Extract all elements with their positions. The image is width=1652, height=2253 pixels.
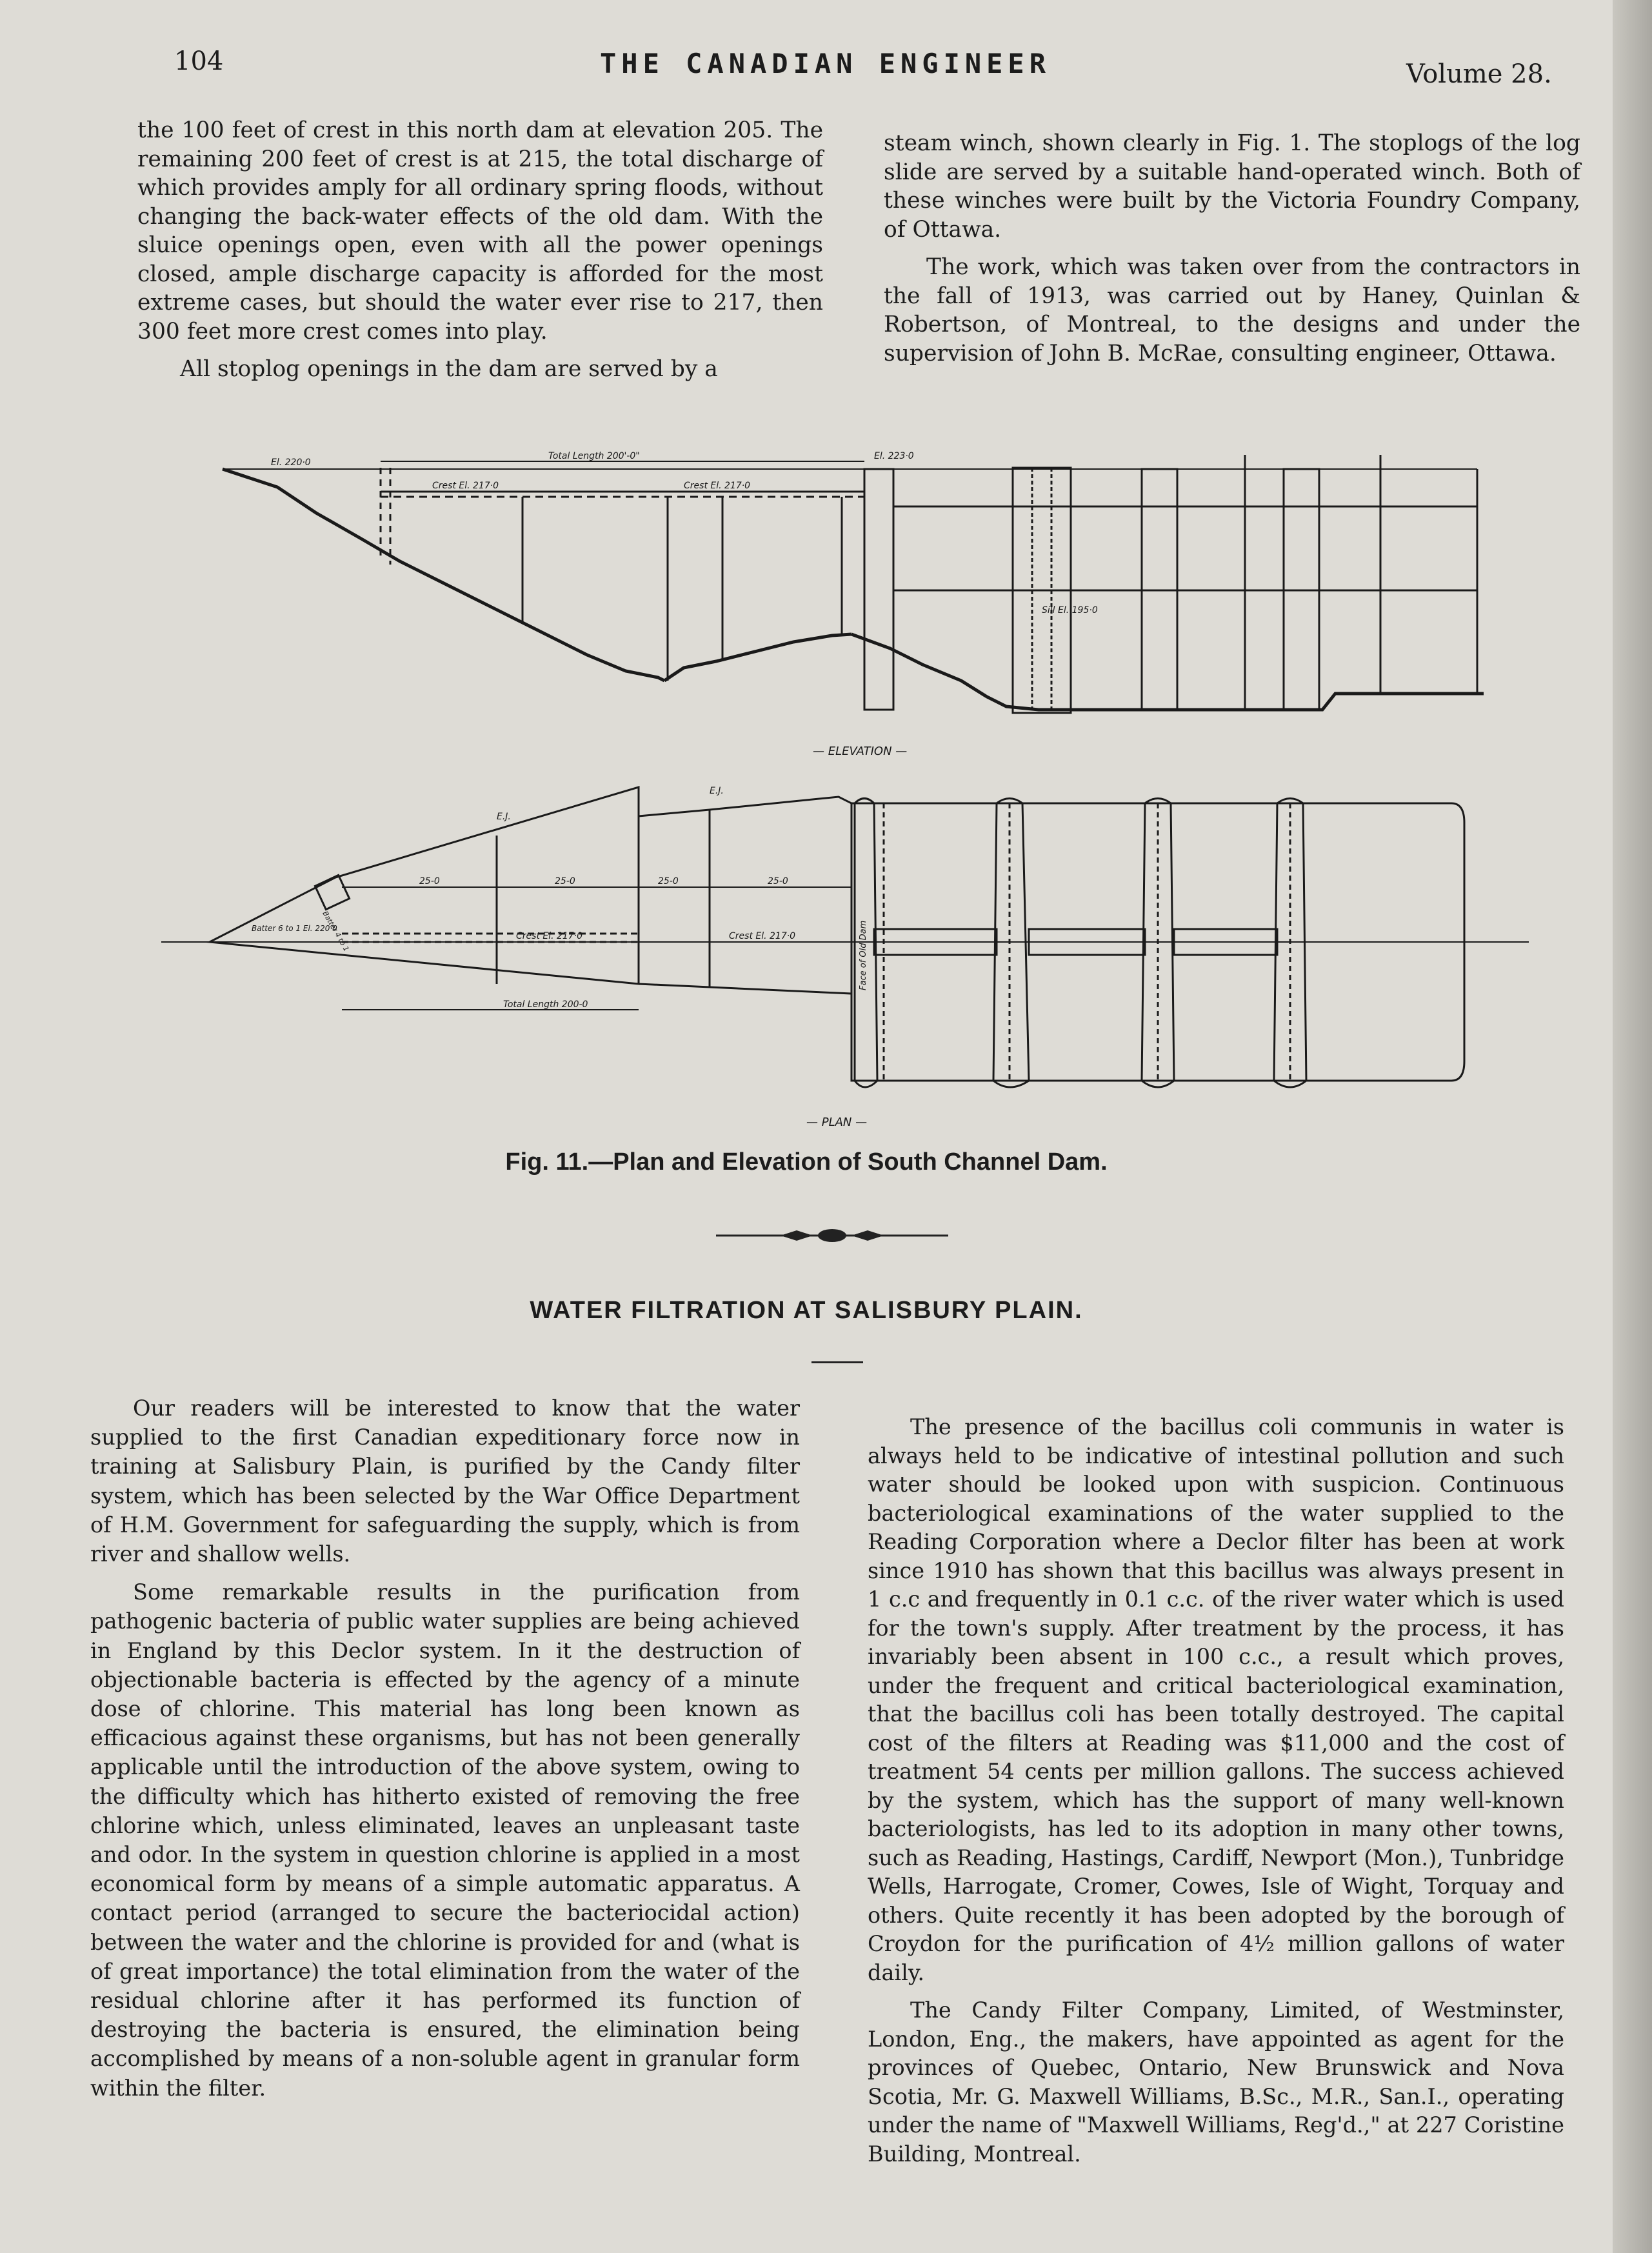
volume-label: Volume 28. <box>1406 59 1552 89</box>
page-gutter <box>1613 0 1652 2253</box>
page-number: 104 <box>174 46 224 76</box>
elevation-label-sill: Sill El. 195·0 <box>1042 605 1098 616</box>
plan-label-crest-1: Crest El. 217·0 <box>516 931 583 941</box>
dam-drawing-figure <box>148 442 1535 1132</box>
paragraph: the 100 feet of crest in this north dam at elevation 205. The remaining 200 feet of crest is at 215, the total discharge of which provides amply for all ordinary spring floods, without changing the back-water effects of the old dam. With the sluice openings open, even with all the power openings closed, ample discharge capacity is afforded for the most extreme cases, but should the water ever rise to 217, then 300 feet more crest comes into play. <box>137 117 823 345</box>
plan-labels <box>252 786 868 1129</box>
figure-caption: Fig. 11.—Plan and Elevation of South Channel Dam. <box>505 1148 1108 1176</box>
plan-label-dim-2: 25-0 <box>555 876 575 886</box>
paragraph: Our readers will be interested to know that the water supplied to the first Canadian expeditionary force now in training at Salisbury Plain, is purified by the Candy filter system, which has been selected by the War Office Department of H.M. Government for safeguarding the supply, which is from river and shallow wells. <box>90 1396 800 1567</box>
plan-view-name: — PLAN — <box>806 1116 868 1129</box>
section-title: WATER FILTRATION AT SALISBURY PLAIN. <box>530 1297 1083 1324</box>
paragraph: Some remarkable results in the purification from pathogenic bacteria of public water supplies are being achieved in England by this Declor system. In it the destruction of objectionable bacteria is effected by the agency of a minute dose of chlorine. This material has long been known as efficacious against these organisms, but has not been generally applicable until the introduction of the above system, owing to the difficulty which has hitherto existed of removing the free chlorine which, unless eliminated, leaves an unpleasant taste and odor. In the system in question chlorine is applied in a most economical form by means of a simple automatic apparatus. A contact period (arranged to secure the bacteriocidal action) between the water and the chlorine is provided for and (what is of great importance) the total elimination from the water of the residual chlorine after it has performed its function of destroying the bacteria is ensured, the elimination being accomplished by means of a non-soluble agent in granular form within the filter. <box>90 1579 800 2101</box>
elevation-label-crest-1: Crest El. 217·0 <box>432 481 499 491</box>
page-header <box>0 40 1613 92</box>
plan-label-face: Face of Old Dam <box>859 920 868 990</box>
paragraph: steam winch, shown clearly in Fig. 1. The stoplogs of the log slide are served by a suitable hand-operated winch. Both of these winches were built by the Victoria Foundry Company, of Ottawa. <box>884 130 1580 243</box>
elevation-view <box>223 455 1484 713</box>
plan-label-ej-2: E.J. <box>710 786 724 796</box>
plan-label-dim-4: 25-0 <box>768 876 788 886</box>
elevation-label-total-length: Total Length 200'-0" <box>548 451 640 461</box>
elevation-label-el-220: El. 220·0 <box>271 457 311 468</box>
ornament-divider-icon <box>716 1223 948 1248</box>
dam-drawing <box>148 442 1535 1132</box>
plan-label-total-length: Total Length 200-0 <box>503 999 588 1010</box>
paragraph: The work, which was taken over from the contractors in the fall of 1913, was carried out by Haney, Quinlan & Robertson, of Montreal, to the designs and under the supervision of John B. McRae, consulting engineer, Ottawa. <box>884 254 1580 366</box>
bottom-right-column <box>868 1413 1564 2178</box>
plan-label-dim-1: 25-0 <box>419 876 440 886</box>
plan-label-batter-1: Batter 4 to 1 <box>321 910 351 953</box>
elevation-label-el-223: El. 223·0 <box>874 451 914 461</box>
paragraph: All stoplog openings in the dam are served by a <box>180 356 718 382</box>
elevation-view-name: — ELEVATION — <box>813 745 908 758</box>
plan-label-batter-2: Batter 6 to 1 El. 220·0 <box>252 924 337 933</box>
top-left-column <box>137 116 823 393</box>
bottom-left-column <box>90 1394 800 2112</box>
plan-label-crest-2: Crest El. 217·0 <box>729 931 796 941</box>
paragraph: The Candy Filter Company, Limited, of Westminster, London, Eng., the makers, have appointed as agent for the provinces of Quebec, Ontario, New Brunswick and Nova Scotia, Mr. G. Maxwell Williams, B.Sc., M.R., San.I., operating under the name of "Maxwell Williams, Reg'd.," at 227 Coristine Building, Montreal. <box>868 1998 1564 2167</box>
top-right-column <box>884 129 1580 377</box>
plan-label-dim-3: 25-0 <box>658 876 679 886</box>
title-rule <box>811 1361 863 1363</box>
plan-view <box>161 787 1529 1087</box>
journal-title: THE CANADIAN ENGINEER <box>600 48 1051 79</box>
elevation-label-crest-2: Crest El. 217·0 <box>684 481 751 491</box>
paragraph: The presence of the bacillus coli communis in water is always held to be indicative of intestinal pollution and such water should be looked upon with suspicion. Continuous bacteriological examinations of the water supplied to the Reading Corporation where a Declor filter has been at work since 1910 has shown that this bacillus was always present in 1 c.c and frequently in 0.1 c.c. of the river water which is used for the town's supply. After treatment by the process, it has invariably been absent in 100 c.c., a result which proves, under the frequent and critical bacteriological examination, that the bacillus coli has been totally destroyed. The capital cost of the filters at Reading was $11,000 and the cost of treatment 54 cents per million gallons. The success achieved by the system, which has the support of many well-known bacteriologists, has led to its adoption in many other towns, such as Reading, Hastings, Cardiff, Newport (Mon.), Tunbridge Wells, Harrogate, Cromer, Cowes, Isle of Wight, Torquay and others. Quite recently it has been adopted by the borough of Croydon for the purification of 4½ million gallons of water daily. <box>868 1414 1564 1985</box>
plan-label-ej-1: E.J. <box>497 812 511 822</box>
